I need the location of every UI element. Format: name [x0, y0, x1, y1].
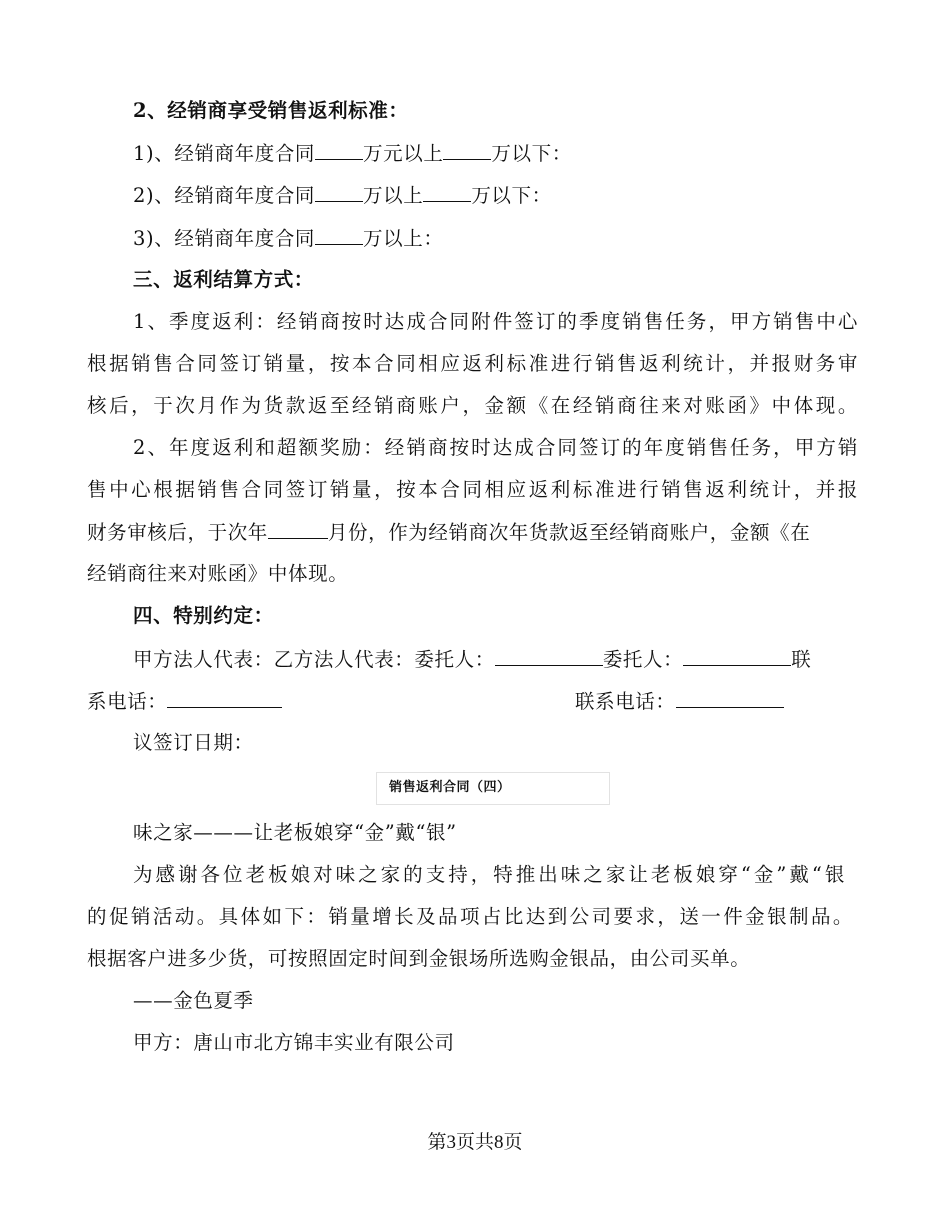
paragraph-line [87, 478, 858, 502]
blank-line [676, 689, 784, 708]
text: 甲方：唐山市北方锦丰实业有限公司 [133, 1031, 455, 1054]
text: 万以上： [363, 227, 444, 250]
text: 1)、经销商年度合同 [133, 142, 316, 165]
text: 万以下： [471, 184, 552, 207]
text: 联系电话： [575, 690, 676, 713]
blank-line [683, 647, 791, 666]
blank-line [443, 141, 491, 160]
promo-signoff [133, 989, 254, 1013]
text: ——金色夏季 [133, 989, 254, 1012]
text: 经销商往来对账函》中体现。 [87, 562, 349, 585]
text: 月份，作为经销商次年货款返至经销商账户，金额《在 [327, 521, 811, 544]
paragraph-line [87, 562, 348, 586]
text: 味之家———让老板娘穿“金”戴“银” [133, 821, 457, 844]
text: 2、经销商享受销售返利标准： [133, 99, 409, 122]
signature-line [133, 647, 811, 672]
rebate-tier-2 [133, 183, 552, 208]
text: 三、返利结算方式： [133, 268, 314, 291]
paragraph-line [133, 436, 858, 460]
blank-line [315, 183, 363, 202]
paragraph-line [87, 394, 858, 418]
blank-line [423, 183, 471, 202]
paragraph-line [87, 352, 858, 376]
text: 万以下： [491, 142, 572, 165]
text: 的促销活动。具体如下：销量增长及品项占比达到公司要求，送一件金银制品。 [87, 905, 853, 928]
paragraph-line [133, 310, 858, 334]
text: 1、季度返利：经销商按时达成合同附件签订的季度销售任务，甲方销售中心 [133, 310, 858, 333]
blank-line [315, 141, 363, 160]
text: 联 [791, 648, 812, 671]
text: 万以上 [363, 184, 424, 207]
signature-line [575, 689, 784, 714]
clause-rebate-standard [133, 99, 408, 123]
text: 万元以上 [363, 142, 444, 165]
signature-line [87, 689, 282, 714]
paragraph-line [87, 520, 810, 545]
text: 为感谢各位老板娘对味之家的支持，特推出味之家让老板娘穿“金”戴“银 [133, 863, 845, 886]
text: 甲方法人代表：乙方法人代表：委托人： [133, 648, 495, 671]
promo-title [133, 821, 457, 845]
text: 委托人： [602, 648, 684, 671]
text: 四、特别约定： [133, 604, 274, 627]
text: 根据客户进多少货，可按照固定时间到金银场所选购金银品，由公司买单。 [87, 947, 751, 970]
text: 系电话： [87, 690, 168, 713]
subtitle-box [376, 772, 610, 805]
blank-line [315, 226, 363, 245]
party-a-line [133, 1031, 455, 1055]
section-heading-settlement [133, 268, 314, 292]
blank-line [495, 647, 603, 666]
paragraph-line [133, 863, 845, 887]
text: 2)、经销商年度合同 [133, 184, 316, 207]
paragraph-line [87, 947, 750, 971]
text: 根据销售合同签订销量，按本合同相应返利标准进行销售返利统计，并报财务审 [87, 352, 858, 375]
text: 财务审核后，于次年 [87, 521, 268, 544]
text: 3)、经销商年度合同 [133, 227, 316, 250]
paragraph-line [87, 905, 853, 929]
rebate-tier-1 [133, 141, 572, 166]
text: 议签订日期： [133, 731, 254, 754]
section-heading-special [133, 604, 274, 628]
text: 售中心根据销售合同签订销量，按本合同相应返利标准进行销售返利统计，并报 [87, 478, 858, 501]
text: 核后，于次月作为货款返至经销商账户，金额《在经销商往来对账函》中体现。 [87, 394, 858, 417]
text: 2、年度返利和超额奖励：经销商按时达成合同签订的年度销售任务，甲方销 [133, 436, 858, 459]
rebate-tier-3 [133, 226, 443, 251]
page-number: 第3页共8页 [427, 1132, 523, 1153]
blank-line [167, 689, 282, 708]
sign-date-line [133, 731, 254, 755]
subtitle: 销售返利合同（四） [389, 780, 511, 795]
blank-line [268, 520, 328, 539]
